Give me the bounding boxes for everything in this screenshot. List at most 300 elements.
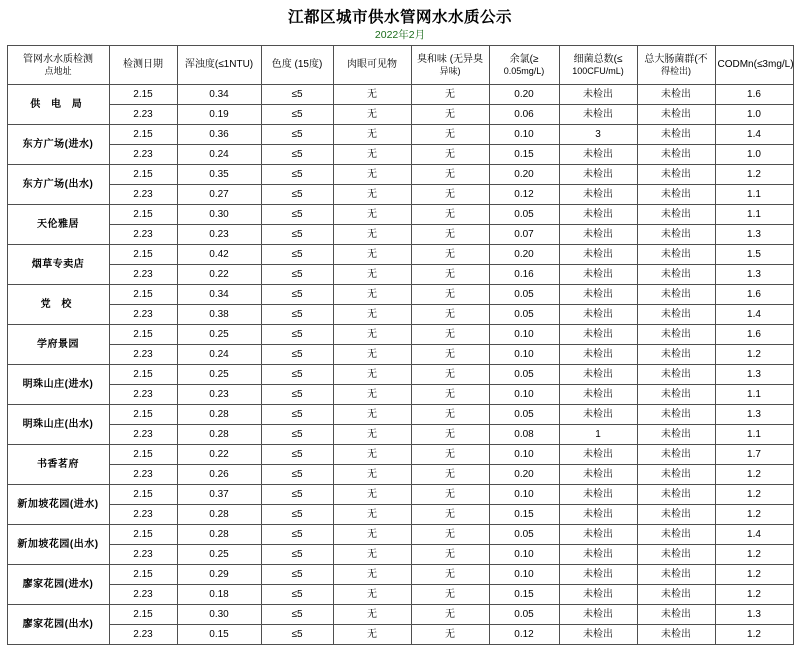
data-cell-0: 2.15	[109, 205, 177, 225]
table-row	[7, 225, 793, 245]
data-cell-1: 0.25	[177, 365, 261, 385]
data-cell-6: 未检出	[559, 385, 637, 405]
table-row	[7, 465, 793, 485]
data-cell-1: 0.23	[177, 225, 261, 245]
data-cell-3: 无	[333, 365, 411, 385]
data-cell-7: 未检出	[637, 485, 715, 505]
data-cell-0: 2.23	[109, 625, 177, 645]
column-header-sub: 0.05mg/L)	[503, 65, 545, 76]
data-cell-3: 无	[333, 525, 411, 545]
location-cell: 廖家花园(进水)	[7, 565, 109, 605]
data-cell-0: 2.15	[109, 85, 177, 105]
data-cell-5: 0.08	[489, 425, 559, 445]
data-cell-0: 2.15	[109, 125, 177, 145]
data-cell-1: 0.28	[177, 405, 261, 425]
data-cell-0: 2.15	[109, 525, 177, 545]
data-cell-5: 0.10	[489, 345, 559, 365]
data-cell-6: 未检出	[559, 205, 637, 225]
data-cell-8: 1.2	[715, 545, 793, 565]
data-cell-0: 2.15	[109, 245, 177, 265]
data-cell-7: 未检出	[637, 365, 715, 385]
data-cell-6: 未检出	[559, 405, 637, 425]
data-cell-5: 0.07	[489, 225, 559, 245]
column-header-main: 检测日期	[123, 59, 163, 70]
data-cell-0: 2.23	[109, 145, 177, 165]
data-cell-8: 1.1	[715, 385, 793, 405]
location-cell: 党 校	[7, 285, 109, 325]
data-cell-6: 未检出	[559, 305, 637, 325]
data-cell-2: ≤5	[261, 425, 333, 445]
data-cell-2: ≤5	[261, 565, 333, 585]
data-cell-2: ≤5	[261, 545, 333, 565]
column-header-sub: 点地址	[44, 66, 72, 76]
data-cell-6: 未检出	[559, 145, 637, 165]
data-cell-6: 未检出	[559, 245, 637, 265]
location-cell: 廖家花园(出水)	[7, 605, 109, 645]
data-cell-4: 无	[411, 525, 489, 545]
data-cell-5: 0.10	[489, 325, 559, 345]
data-cell-5: 0.10	[489, 385, 559, 405]
data-cell-6: 未检出	[559, 505, 637, 525]
data-cell-2: ≤5	[261, 165, 333, 185]
data-cell-1: 0.28	[177, 525, 261, 545]
location-cell: 学府景园	[7, 325, 109, 365]
data-cell-2: ≤5	[261, 605, 333, 625]
data-cell-1: 0.38	[177, 305, 261, 325]
data-cell-7: 未检出	[637, 165, 715, 185]
data-cell-3: 无	[333, 445, 411, 465]
data-cell-2: ≤5	[261, 405, 333, 425]
data-cell-4: 无	[411, 85, 489, 105]
column-header-main: CODMn(≤3mg/L)	[717, 59, 794, 70]
data-cell-6: 未检出	[559, 85, 637, 105]
data-cell-4: 无	[411, 465, 489, 485]
data-cell-0: 2.15	[109, 605, 177, 625]
data-cell-7: 未检出	[637, 225, 715, 245]
data-cell-3: 无	[333, 565, 411, 585]
data-cell-2: ≤5	[261, 205, 333, 225]
data-cell-2: ≤5	[261, 325, 333, 345]
table-row	[7, 625, 793, 645]
data-cell-7: 未检出	[637, 605, 715, 625]
data-cell-6: 未检出	[559, 265, 637, 285]
data-cell-2: ≤5	[261, 445, 333, 465]
data-cell-4: 无	[411, 625, 489, 645]
column-header-main: 管网水水质检测	[23, 54, 93, 65]
column-header-9	[715, 46, 793, 85]
data-cell-0: 2.23	[109, 185, 177, 205]
data-cell-8: 1.4	[715, 125, 793, 145]
data-cell-2: ≤5	[261, 345, 333, 365]
data-cell-3: 无	[333, 345, 411, 365]
data-cell-4: 无	[411, 165, 489, 185]
data-cell-1: 0.35	[177, 165, 261, 185]
data-cell-7: 未检出	[637, 525, 715, 545]
water-quality-table	[7, 45, 794, 645]
data-cell-5: 0.20	[489, 85, 559, 105]
data-cell-0: 2.23	[109, 305, 177, 325]
location-cell: 烟草专卖店	[7, 245, 109, 285]
data-cell-7: 未检出	[637, 285, 715, 305]
page-title: 江都区城市供水管网水水质公示	[287, 9, 512, 26]
data-cell-8: 1.2	[715, 625, 793, 645]
data-cell-8: 1.3	[715, 605, 793, 625]
table-row	[7, 405, 793, 425]
data-cell-4: 无	[411, 225, 489, 245]
data-cell-3: 无	[333, 325, 411, 345]
data-cell-4: 无	[411, 445, 489, 465]
data-cell-0: 2.23	[109, 225, 177, 245]
column-header-main: 肉眼可见物	[347, 59, 397, 70]
data-cell-4: 无	[411, 405, 489, 425]
data-cell-1: 0.27	[177, 185, 261, 205]
data-cell-5: 0.10	[489, 485, 559, 505]
data-cell-1: 0.36	[177, 125, 261, 145]
data-cell-4: 无	[411, 485, 489, 505]
data-cell-4: 无	[411, 385, 489, 405]
data-cell-1: 0.25	[177, 325, 261, 345]
data-cell-7: 未检出	[637, 405, 715, 425]
data-cell-2: ≤5	[261, 585, 333, 605]
data-cell-6: 未检出	[559, 625, 637, 645]
data-cell-5: 0.10	[489, 445, 559, 465]
table-row	[7, 145, 793, 165]
data-cell-4: 无	[411, 425, 489, 445]
data-cell-1: 0.15	[177, 625, 261, 645]
data-cell-0: 2.23	[109, 265, 177, 285]
column-header-main: 余氯(≥	[509, 53, 539, 65]
data-cell-1: 0.19	[177, 105, 261, 125]
data-cell-3: 无	[333, 305, 411, 325]
data-cell-1: 0.34	[177, 85, 261, 105]
data-cell-7: 未检出	[637, 345, 715, 365]
data-cell-5: 0.05	[489, 525, 559, 545]
data-cell-7: 未检出	[637, 205, 715, 225]
data-cell-2: ≤5	[261, 465, 333, 485]
table-row	[7, 185, 793, 205]
data-cell-6: 未检出	[559, 285, 637, 305]
data-cell-5: 0.10	[489, 545, 559, 565]
data-cell-5: 0.15	[489, 585, 559, 605]
table-header	[7, 46, 793, 85]
data-cell-7: 未检出	[637, 125, 715, 145]
data-cell-2: ≤5	[261, 125, 333, 145]
data-cell-4: 无	[411, 545, 489, 565]
table-row	[7, 125, 793, 145]
data-cell-0: 2.15	[109, 485, 177, 505]
data-cell-1: 0.24	[177, 145, 261, 165]
data-cell-7: 未检出	[637, 625, 715, 645]
data-cell-0: 2.15	[109, 405, 177, 425]
data-cell-8: 1.1	[715, 205, 793, 225]
data-cell-1: 0.42	[177, 245, 261, 265]
data-cell-5: 0.10	[489, 125, 559, 145]
data-cell-8: 1.3	[715, 265, 793, 285]
data-cell-2: ≤5	[261, 245, 333, 265]
data-cell-6: 未检出	[559, 105, 637, 125]
data-cell-8: 1.2	[715, 505, 793, 525]
table-row	[7, 445, 793, 465]
data-cell-5: 0.05	[489, 365, 559, 385]
data-cell-6: 未检出	[559, 325, 637, 345]
data-cell-3: 无	[333, 625, 411, 645]
data-cell-0: 2.23	[109, 105, 177, 125]
location-cell: 明珠山庄(出水)	[7, 405, 109, 445]
data-cell-3: 无	[333, 285, 411, 305]
data-cell-0: 2.23	[109, 345, 177, 365]
data-cell-7: 未检出	[637, 505, 715, 525]
data-cell-8: 1.2	[715, 485, 793, 505]
data-cell-1: 0.22	[177, 265, 261, 285]
data-cell-0: 2.15	[109, 445, 177, 465]
data-cell-7: 未检出	[637, 265, 715, 285]
table-row	[7, 345, 793, 365]
data-cell-0: 2.15	[109, 165, 177, 185]
table-body	[7, 85, 793, 645]
data-cell-8: 1.5	[715, 245, 793, 265]
data-cell-2: ≤5	[261, 225, 333, 245]
data-cell-2: ≤5	[261, 625, 333, 645]
data-cell-1: 0.28	[177, 505, 261, 525]
data-cell-4: 无	[411, 305, 489, 325]
data-cell-1: 0.30	[177, 605, 261, 625]
column-header-8	[637, 46, 715, 85]
table-row	[7, 485, 793, 505]
data-cell-3: 无	[333, 585, 411, 605]
data-cell-5: 0.20	[489, 165, 559, 185]
data-cell-2: ≤5	[261, 145, 333, 165]
data-cell-5: 0.12	[489, 625, 559, 645]
data-cell-8: 1.6	[715, 85, 793, 105]
data-cell-5: 0.05	[489, 605, 559, 625]
data-cell-6: 未检出	[559, 225, 637, 245]
page-subtitle: 2022年2月	[374, 29, 426, 41]
data-cell-6: 未检出	[559, 565, 637, 585]
data-cell-1: 0.24	[177, 345, 261, 365]
data-cell-5: 0.15	[489, 145, 559, 165]
table-row	[7, 245, 793, 265]
table-row	[7, 265, 793, 285]
data-cell-6: 未检出	[559, 165, 637, 185]
data-cell-4: 无	[411, 125, 489, 145]
data-cell-5: 0.06	[489, 105, 559, 125]
data-cell-0: 2.15	[109, 365, 177, 385]
data-cell-0: 2.23	[109, 465, 177, 485]
data-cell-3: 无	[333, 485, 411, 505]
table-row	[7, 385, 793, 405]
data-cell-8: 1.0	[715, 145, 793, 165]
data-cell-7: 未检出	[637, 385, 715, 405]
data-cell-2: ≤5	[261, 505, 333, 525]
data-cell-8: 1.7	[715, 445, 793, 465]
data-cell-1: 0.30	[177, 205, 261, 225]
data-cell-8: 1.3	[715, 405, 793, 425]
column-header-sub: 得检出)	[661, 65, 691, 76]
data-cell-4: 无	[411, 265, 489, 285]
data-cell-8: 1.2	[715, 585, 793, 605]
data-cell-3: 无	[333, 505, 411, 525]
data-cell-6: 未检出	[559, 465, 637, 485]
data-cell-0: 2.23	[109, 385, 177, 405]
data-cell-2: ≤5	[261, 105, 333, 125]
column-header-0	[7, 46, 109, 85]
data-cell-6: 未检出	[559, 345, 637, 365]
data-cell-7: 未检出	[637, 185, 715, 205]
table-row	[7, 305, 793, 325]
location-cell: 新加坡花园(出水)	[7, 525, 109, 565]
column-header-4	[333, 46, 411, 85]
data-cell-3: 无	[333, 125, 411, 145]
data-cell-3: 无	[333, 605, 411, 625]
data-cell-8: 1.2	[715, 345, 793, 365]
data-cell-2: ≤5	[261, 385, 333, 405]
data-cell-6: 未检出	[559, 525, 637, 545]
data-cell-8: 1.6	[715, 285, 793, 305]
data-cell-4: 无	[411, 505, 489, 525]
column-header-main: 细菌总数(≤	[573, 53, 623, 65]
location-cell: 天伦雅居	[7, 205, 109, 245]
data-cell-8: 1.6	[715, 325, 793, 345]
table-row	[7, 545, 793, 565]
data-cell-3: 无	[333, 425, 411, 445]
data-cell-5: 0.05	[489, 305, 559, 325]
table-row	[7, 525, 793, 545]
data-cell-4: 无	[411, 345, 489, 365]
column-header-6	[489, 46, 559, 85]
data-cell-7: 未检出	[637, 145, 715, 165]
table-row	[7, 85, 793, 105]
data-cell-4: 无	[411, 185, 489, 205]
data-cell-6: 1	[559, 425, 637, 445]
data-cell-3: 无	[333, 385, 411, 405]
data-cell-4: 无	[411, 245, 489, 265]
data-cell-3: 无	[333, 185, 411, 205]
table-row	[7, 165, 793, 185]
data-cell-4: 无	[411, 285, 489, 305]
location-cell: 东方广场(进水)	[7, 125, 109, 165]
table-row	[7, 565, 793, 585]
data-cell-1: 0.25	[177, 545, 261, 565]
data-cell-6: 3	[559, 125, 637, 145]
data-cell-3: 无	[333, 225, 411, 245]
data-cell-2: ≤5	[261, 305, 333, 325]
data-cell-7: 未检出	[637, 85, 715, 105]
data-cell-5: 0.20	[489, 245, 559, 265]
data-cell-1: 0.18	[177, 585, 261, 605]
column-header-main: 臭和味 (无异臭	[416, 53, 484, 65]
data-cell-8: 1.4	[715, 305, 793, 325]
data-cell-0: 2.15	[109, 325, 177, 345]
data-cell-2: ≤5	[261, 285, 333, 305]
data-cell-6: 未检出	[559, 605, 637, 625]
data-cell-2: ≤5	[261, 485, 333, 505]
data-cell-8: 1.3	[715, 365, 793, 385]
column-header-main: 色度 (15度)	[271, 59, 323, 70]
data-cell-8: 1.1	[715, 185, 793, 205]
data-cell-2: ≤5	[261, 85, 333, 105]
location-cell: 书香茗府	[7, 445, 109, 485]
data-cell-3: 无	[333, 465, 411, 485]
data-cell-3: 无	[333, 245, 411, 265]
data-cell-3: 无	[333, 165, 411, 185]
data-cell-8: 1.1	[715, 425, 793, 445]
column-header-3	[261, 46, 333, 85]
table-row	[7, 585, 793, 605]
column-header-5	[411, 46, 489, 85]
data-cell-4: 无	[411, 565, 489, 585]
data-cell-7: 未检出	[637, 305, 715, 325]
data-cell-7: 未检出	[637, 245, 715, 265]
data-cell-0: 2.23	[109, 585, 177, 605]
data-cell-6: 未检出	[559, 485, 637, 505]
data-cell-8: 1.2	[715, 465, 793, 485]
data-cell-0: 2.15	[109, 285, 177, 305]
data-cell-1: 0.34	[177, 285, 261, 305]
data-cell-5: 0.20	[489, 465, 559, 485]
table-row	[7, 605, 793, 625]
data-cell-0: 2.23	[109, 425, 177, 445]
data-cell-2: ≤5	[261, 525, 333, 545]
data-cell-8: 1.2	[715, 165, 793, 185]
data-cell-1: 0.26	[177, 465, 261, 485]
column-header-sub: 异味)	[439, 65, 461, 76]
column-header-2	[177, 46, 261, 85]
data-cell-3: 无	[333, 205, 411, 225]
data-cell-0: 2.23	[109, 545, 177, 565]
data-cell-3: 无	[333, 145, 411, 165]
data-cell-5: 0.12	[489, 185, 559, 205]
data-cell-2: ≤5	[261, 365, 333, 385]
data-cell-6: 未检出	[559, 365, 637, 385]
data-cell-1: 0.22	[177, 445, 261, 465]
data-cell-4: 无	[411, 325, 489, 345]
data-cell-7: 未检出	[637, 565, 715, 585]
data-cell-4: 无	[411, 605, 489, 625]
data-cell-5: 0.10	[489, 565, 559, 585]
data-cell-7: 未检出	[637, 445, 715, 465]
data-cell-3: 无	[333, 105, 411, 125]
table-row	[7, 205, 793, 225]
data-cell-7: 未检出	[637, 325, 715, 345]
data-cell-6: 未检出	[559, 585, 637, 605]
data-cell-6: 未检出	[559, 445, 637, 465]
data-cell-4: 无	[411, 105, 489, 125]
data-cell-4: 无	[411, 205, 489, 225]
data-cell-3: 无	[333, 265, 411, 285]
data-cell-1: 0.29	[177, 565, 261, 585]
location-cell: 新加坡花园(进水)	[7, 485, 109, 525]
table-row	[7, 505, 793, 525]
data-cell-7: 未检出	[637, 585, 715, 605]
table-row	[7, 105, 793, 125]
column-header-main: 总大肠菌群(不	[644, 53, 708, 65]
data-cell-4: 无	[411, 585, 489, 605]
data-cell-1: 0.23	[177, 385, 261, 405]
table-header-row	[7, 46, 793, 85]
column-header-1	[109, 46, 177, 85]
column-header-sub: 100CFU/mL)	[572, 65, 624, 76]
data-cell-5: 0.15	[489, 505, 559, 525]
column-header-7	[559, 46, 637, 85]
column-header-main: 浑浊度(≤1NTU)	[184, 59, 254, 70]
data-cell-0: 2.23	[109, 505, 177, 525]
data-cell-8: 1.0	[715, 105, 793, 125]
data-cell-5: 0.05	[489, 205, 559, 225]
data-cell-6: 未检出	[559, 185, 637, 205]
data-cell-3: 无	[333, 405, 411, 425]
table-row	[7, 285, 793, 305]
location-cell: 供 电 局	[7, 85, 109, 125]
